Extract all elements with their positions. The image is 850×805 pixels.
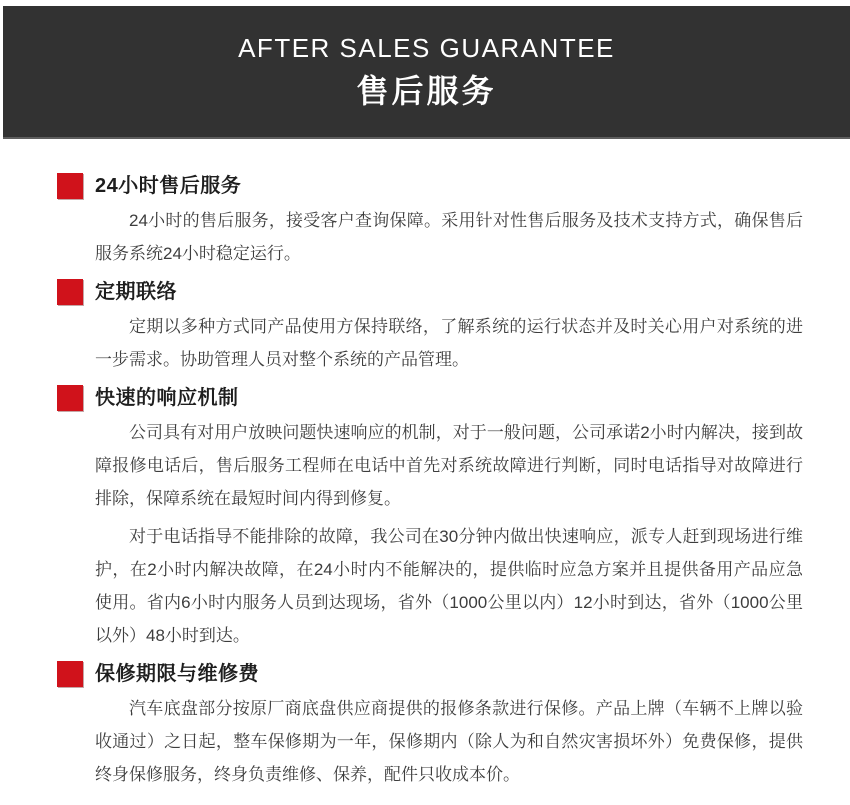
section-body bbox=[95, 416, 803, 652]
section-body bbox=[95, 204, 803, 270]
section-header bbox=[57, 661, 806, 687]
section-paragraph: 对于电话指导不能排除的故障，我公司在30分钟内做出快速响应，派专人赶到现场进行维护，在2小时内解决故障，在24小时内不能解决的，提供临时应急方案并且提供备用产品应急使用。省内6小时内服务人员到达现场，省外（1000公里以内）12小时到达，省外（1000公里以外）48小时到达。 bbox=[95, 527, 803, 645]
section-paragraph: 公司具有对用户放映问题快速响应的机制，对于一般问题，公司承诺2小时内解决，接到故障报修电话后，售后服务工程师在电话中首先对系统故障进行判断，同时电话指导对故障进行排除，保障系统在最短时间内得到修复。 bbox=[95, 423, 803, 508]
section-title: 定期联络 bbox=[95, 281, 177, 303]
banner-title-en: AFTER SALES GUARANTEE bbox=[238, 32, 615, 63]
banner-title-zh: 售后服务 bbox=[356, 72, 497, 109]
red-square-bullet-icon bbox=[57, 661, 83, 687]
section-title: 快速的响应机制 bbox=[95, 387, 239, 409]
service-section bbox=[57, 661, 806, 791]
red-square-bullet-icon bbox=[57, 279, 83, 305]
red-square-bullet-icon bbox=[57, 385, 83, 411]
service-sections bbox=[0, 139, 850, 805]
section-body bbox=[95, 692, 803, 791]
header-banner bbox=[3, 6, 850, 139]
section-paragraph: 汽车底盘部分按原厂商底盘供应商提供的报修条款进行保修。产品上牌（车辆不上牌以验收通过）之日起，整车保修期为一年，保修期内（除人为和自然灾害损坏外）免费保修，提供终身保修服务，终身负责维修、保养，配件只收成本价。 bbox=[95, 699, 803, 784]
section-paragraph: 24小时的售后服务，接受客户查询保障。采用针对性售后服务及技术支持方式，确保售后服务系统24小时稳定运行。 bbox=[95, 211, 803, 263]
section-title: 保修期限与维修费 bbox=[95, 663, 259, 685]
section-body bbox=[95, 310, 803, 376]
section-paragraph: 定期以多种方式同产品使用方保持联络，了解系统的运行状态并及时关心用户对系统的进一步需求。协助管理人员对整个系统的产品管理。 bbox=[95, 317, 803, 369]
service-section bbox=[57, 173, 806, 270]
service-section bbox=[57, 279, 806, 376]
red-square-bullet-icon bbox=[57, 173, 83, 199]
section-header bbox=[57, 385, 806, 411]
section-title: 24小时售后服务 bbox=[95, 175, 242, 197]
section-header bbox=[57, 279, 806, 305]
service-section bbox=[57, 385, 806, 652]
section-header bbox=[57, 173, 806, 199]
